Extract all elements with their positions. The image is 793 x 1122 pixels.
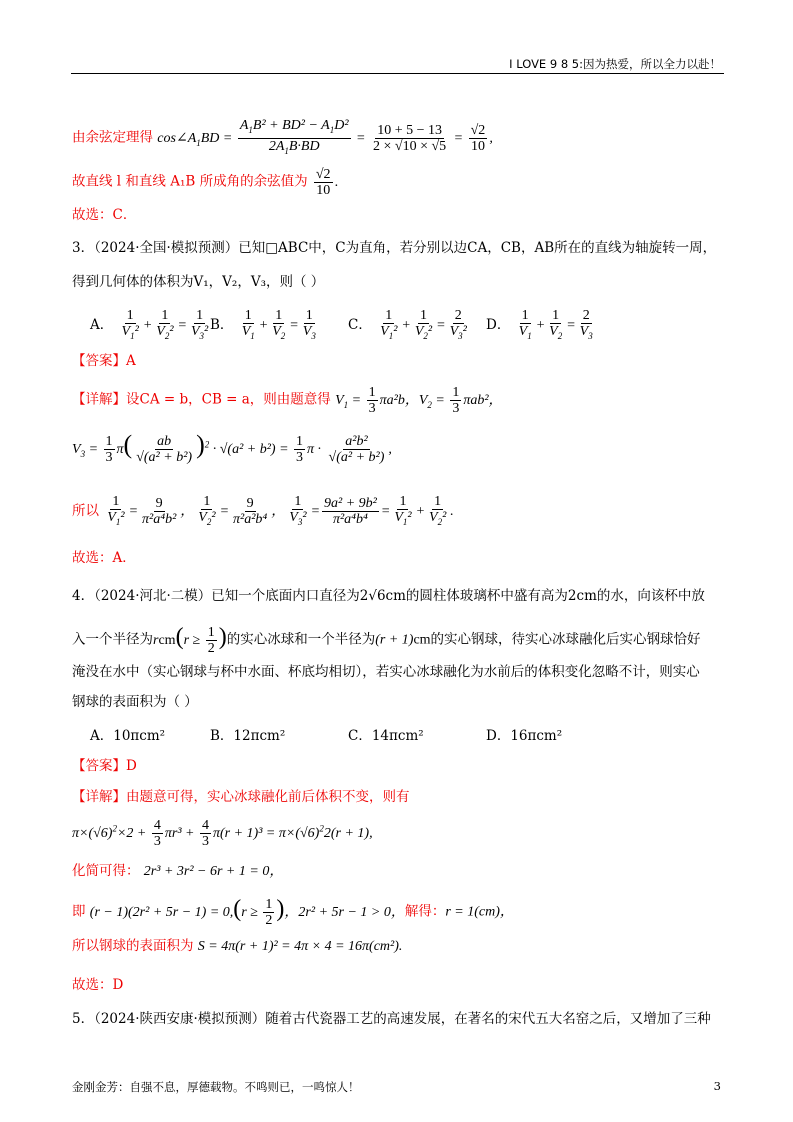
q3-option-b: B． $\frac{1}{V_1}$ + $\frac{1}{V_2}$ = $\frac{1}{V_3}$ [210,308,316,341]
q3-option-c: C． $\frac{1}{V_1^2}$ + $\frac{1}{V_2^2}$ = $\frac{2}{V_3^2}$ [348,308,467,341]
q4-stem-line4: 钢球的表面积为（ ） [72,694,198,710]
q4-option-d: D．16πcm² [486,728,563,744]
q3-so-line: 所以 $\frac{1}{V_1^2}$ = $\frac{9}{\text{π²a⁴b²}}$ ， $\frac{1}{V_2^2}$ = $\frac{9}{\text{π²a²b⁴}}$ ， $\frac{1}{V_3^2}$ = $\frac{\text{9a² + 9b²}}{\text{π²a⁴b⁴}}$ = $\frac{1}{V_1^2}$ + $\frac{1}{V_2^2}$ . [72,494,454,528]
q3-v3-formula: $V_3$ = $\frac{1}{3}$ π( $\frac{ab}{\text{√(a² + b²)}}$ )$^2$ · √(a² + b²) = $\frac{1}{3}$ π · $\frac{\text{a²b²}}{\text{√(a² + b²)}}$ , [72,430,392,466]
q3-option-a-label: A． [90,317,114,334]
q3-option-c-label: C． [348,317,372,334]
q3-option-b-label: B． [210,317,234,334]
header-rule [71,73,724,74]
q4-stem-line2: 入一个半径为rcm(r ≥ $\frac{1}{2}$ )的实心冰球和一个半径为(r + 1)cm的实心钢球，待实心冰球融化后实心钢球恰好 [72,623,701,656]
q4-surface-line: 所以钢球的表面积为 S = 4π(r + 1)² = 4π × 4 = 16π(cm²). [72,938,403,954]
q3-answer: 【答案】A [72,353,136,369]
q3-option-d: D． $\frac{1}{V_1}$ + $\frac{1}{V_2}$ = $\frac{2}{V_3}$ [486,308,593,341]
q4-option-b: B．12πcm² [210,728,286,744]
q4-choice: 故选：D [72,977,124,993]
q4-option-a: A．10πcm² [90,728,166,744]
q4-stem-2c: 的实心钢球，待实心冰球融化后实心钢球恰好 [430,631,701,648]
q4-detail-line1 [72,788,410,806]
q5-stem-line1: 5．（2024·陕西安康·模拟预测）随着古代瓷器工艺的高速发展，在著名的宋代五大名窑之后，又增加了三种 [72,1011,711,1027]
q4-stem-line3: 淹没在水中（实心钢球与杯中水面、杯底均相切），若实心冰球融化为水前后的体积变化忽略不计，则实心 [72,664,700,680]
page-header: I LOVE 9 8 5:因为热爱，所以全力以赴！ [509,57,721,71]
q4-stem-2a: 入一个半径为 [72,631,153,648]
q3-detail-text: 设CA = b，CB = a，则由题意得 [126,391,331,408]
page-number: 3 [713,1079,721,1093]
q3-stem-line1: 3．（2024·全国·模拟预测）已知□ABC中，C为直角，若分别以边CA，CB，AB所在的直线为轴旋转一周， [72,240,717,256]
q3-choice: 故选：A． [72,550,136,566]
q3-detail-label: 【详解】 [72,391,126,408]
q4-detail-text: 由题意可得，实心冰球融化前后体积不变，则有 [126,789,410,805]
angle-cosine-line: 故直线 l 和直线 A₁B 所成角的余弦值为 $\frac{√2}{10}$ . [72,167,339,198]
q4-stem-2b: 的实心冰球和一个半径为 [226,631,376,648]
q3-option-a: A． $\frac{1}{V_1^2}$ + $\frac{1}{V_2^2}$ = $\frac{1}{V_3^2}$ [90,308,209,341]
q4-ji-text: 即 [72,903,86,920]
q3-stem-line2: 得到几何体的体积为V₁，V₂，V₃，则（ ） [72,274,325,290]
choice-c: 故选：C． [72,207,137,223]
angle-cosine-text: 故直线 l 和直线 A₁B 所成角的余弦值为 [72,173,308,190]
q3-option-d-label: D． [486,317,511,334]
q3-so-text: 所以 [72,503,99,520]
q4-stem-line1: 4．（2024·河北·二模）已知一个底面内口直径为2√6cm的圆柱体玻璃杯中盛有高为2cm的水，向该杯中放 [72,588,705,604]
q4-option-c: C．14πcm² [348,728,424,744]
q3-detail-line1: 【详解】设CA = b，CB = a，则由题意得 $V_1$ = $\frac{1}{3}$ πa²b，$V_2$ = $\frac{1}{3}$ πab²， [72,385,503,416]
q4-answer: 【答案】D [72,758,137,774]
q4-simplify-line: 化简可得： 2r³ + 3r² − 6r + 1 = 0， [72,863,284,879]
q4-factor-line: 即 (r − 1)(2r² + 5r − 1) = 0,(r ≥ $\frac{1}{2}$ )，2r² + 5r − 1 > 0，解得：r = 1(cm)， [72,895,514,928]
q4-volume-eq: $\pi\times(√6)^2\times 2$ + $\frac{4}{3}$ πr³ + $\frac{4}{3}$ $\pi(r + 1)^3 = \pi\times(√6)^22(r + 1)$, [72,818,373,849]
q4-solve-text: 解得： [404,903,446,920]
cosine-law-line: 由余弦定理得 $\cos\angle A_1BD$ = $\frac{A_1B^2 + BD^2 - A_1D^2}{2A_1B\cdot BD}$ = $\frac{10 + 5 - 13}{2 \times √10 \times √5}$ = $\frac{√2}{10}$ , [72,118,493,156]
footer-motto: 金刚金芳：自强不息，厚德载物。不鸣则已，一鸣惊人！ [72,1080,360,1094]
cosine-law-prefix: 由余弦定理得 [72,129,153,146]
q4-surface-text: 所以钢球的表面积为 [72,938,194,954]
q4-detail-label: 【详解】 [72,789,126,805]
q4-simplify-text: 化简可得： [72,863,140,879]
